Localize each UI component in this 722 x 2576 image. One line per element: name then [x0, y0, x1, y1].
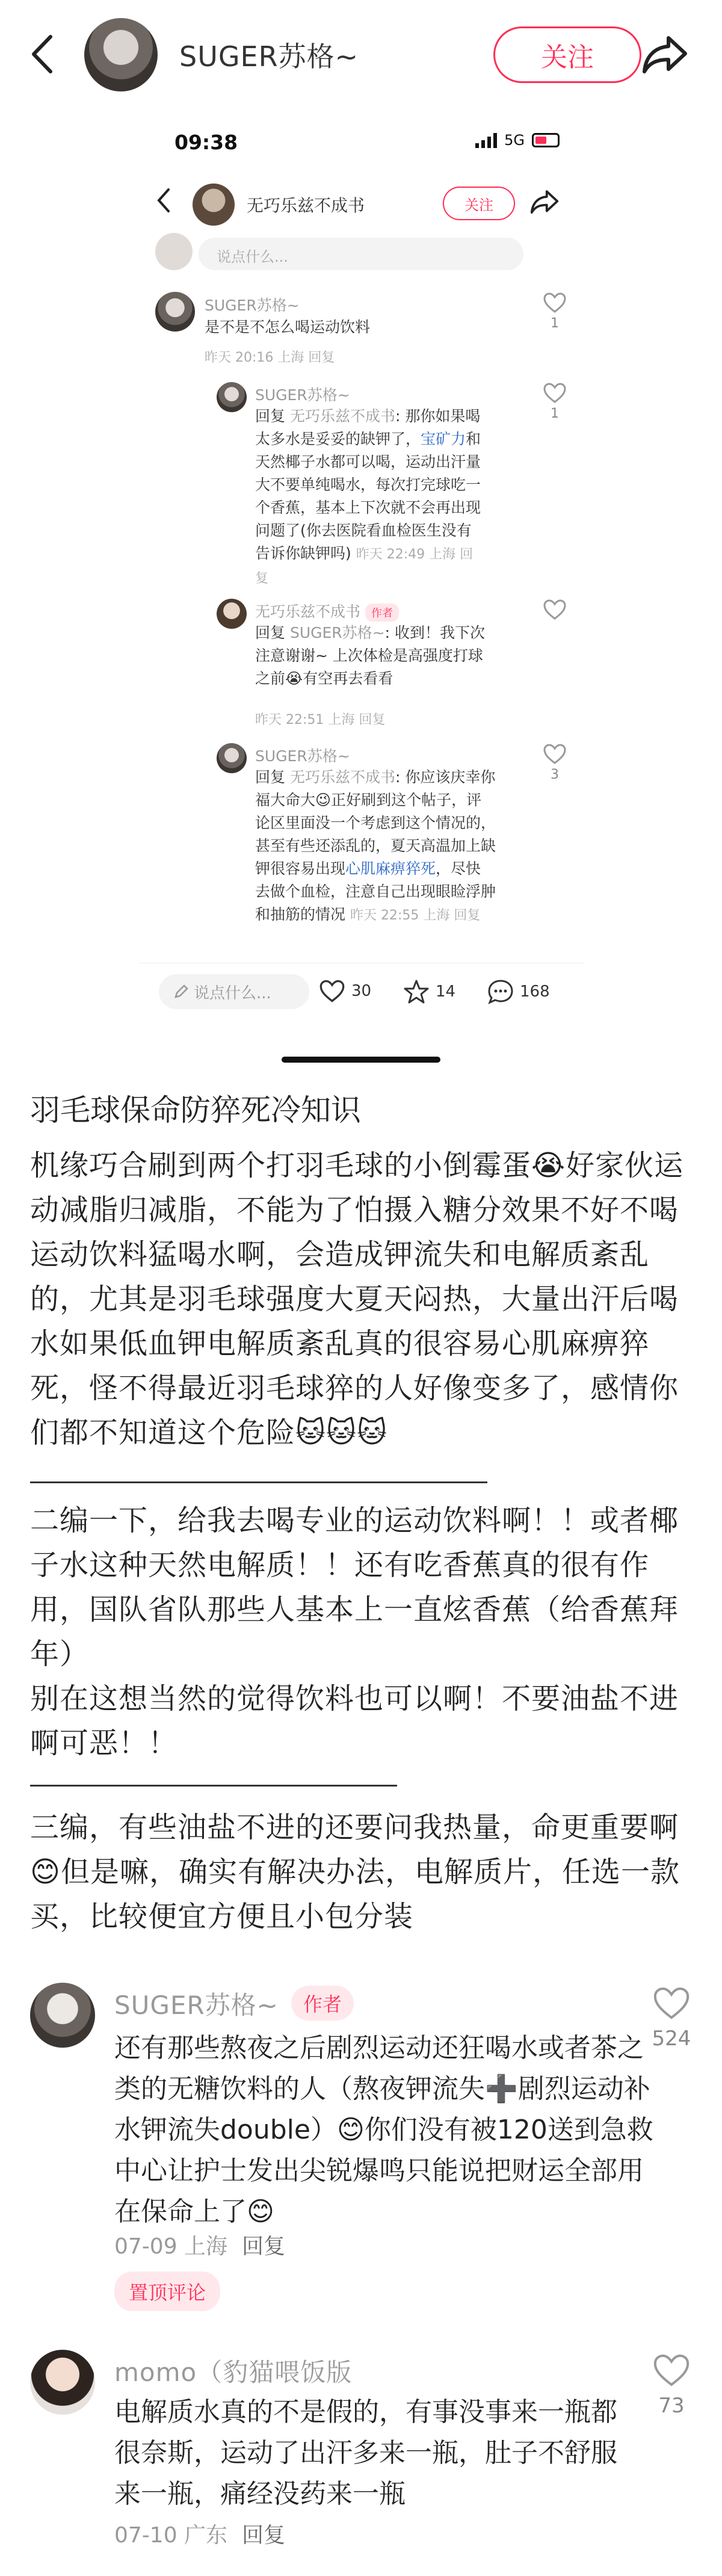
reply-prefix: 回复	[255, 407, 286, 425]
author-avatar[interactable]	[84, 18, 158, 91]
comment-text: 还有那些熬夜之后剧烈运动还狂喝水或者茶之类的无糖饮料的人（熬夜钾流失➕剧烈运动补水钾流失double）😊你们没有被120送到急救中心让护士发出尖锐爆鸣只能说把财运全部用在保命上了😊	[114, 2033, 653, 2227]
reply-text-2: ，尽快去做个血检，注意自己出现眼睑浮肿和抽筋的情况	[255, 860, 496, 923]
comment-meta: 昨天 22:55 上海 回复	[350, 908, 481, 923]
comment-bubble-icon	[487, 979, 514, 1004]
avatar	[217, 382, 247, 412]
star-icon	[403, 979, 430, 1004]
author-name[interactable]: SUGER苏格~	[179, 40, 359, 73]
pencil-icon	[173, 984, 189, 999]
comment-date: 07-09 上海	[114, 2234, 228, 2259]
share-icon	[529, 188, 560, 215]
divider	[30, 1785, 397, 1787]
signal-icon	[475, 132, 497, 148]
heart-icon	[319, 979, 345, 1003]
heart-icon	[543, 382, 567, 404]
status-icons	[475, 132, 560, 149]
comment-author-name: 无巧乐兹不成书	[255, 603, 361, 620]
like-count: 73	[658, 2394, 685, 2418]
like-count: 1	[551, 406, 559, 421]
top-bar	[0, 0, 722, 110]
post-paragraph-4: 三编，有些油盐不进的还要问我热量，命更重要啊😊但是嘛，确实有解决办法，电解质片，任选一款买，比较便宜方便且小包分装	[30, 1811, 680, 1933]
heart-icon	[543, 743, 567, 765]
heart-icon	[543, 599, 567, 620]
comment-author[interactable]: momo（豹猫喂饭版	[114, 2358, 353, 2387]
comment-text	[255, 622, 496, 690]
follow-button[interactable]: 关注	[493, 26, 641, 83]
like-count: 3	[551, 767, 559, 782]
post-title: 羽毛球保命防猝死冷知识	[30, 1093, 361, 1128]
inner-comment-input	[159, 974, 309, 1009]
author-badge: 作者	[291, 1986, 354, 2021]
reply-text-1: : 那你如果喝太多水是妥妥的缺钾了，	[255, 407, 481, 448]
comment-author: SUGER苏格~	[255, 747, 350, 765]
inner-comment-input: 说点什么...	[199, 238, 523, 270]
comment-meta: 昨天 22:51 上海 回复	[255, 712, 386, 727]
like-count: 524	[652, 2027, 691, 2051]
share-icon	[641, 33, 689, 75]
inner-comment-stat	[487, 979, 550, 1004]
comment-text	[255, 405, 484, 590]
share-button[interactable]	[638, 30, 692, 78]
inner-comment-placeholder: 说点什么...	[194, 984, 271, 1002]
reply-target: 无巧乐兹不成书	[289, 407, 395, 425]
post-paragraph-2: 二编一下，给我去喝专业的运动饮料啊！！或者椰子水这种天然电解质！！还有吃香蕉真的很有作用，国队省队那些人基本上一直炫香蕉（给香蕉拜年）	[30, 1504, 679, 1671]
chevron-left-icon	[30, 33, 54, 75]
avatar	[217, 599, 247, 629]
comment-author[interactable]: SUGER苏格~	[114, 1991, 279, 2020]
heart-icon	[543, 292, 567, 314]
pinned-comment-tag: 置顶评论	[114, 2272, 220, 2311]
avatar	[217, 743, 247, 773]
topic-link: 宝矿力	[421, 430, 466, 448]
comment-meta: 昨天 20:16 上海 回复	[205, 350, 335, 365]
comment-text: 电解质水真的不是假的，有事没事来一瓶都很奈斯，运动了出汗多来一瓶，肚子不舒服来一瓶，痛经没药来一瓶	[114, 2397, 617, 2509]
inner-star-stat	[403, 979, 455, 1004]
topic-link: 心肌麻痹猝死	[345, 860, 436, 877]
comment-like	[543, 292, 567, 331]
avatar[interactable]	[30, 2350, 95, 2415]
heart-icon	[652, 1986, 691, 2021]
inner-author-name: 无巧乐兹不成书	[247, 196, 365, 215]
comment-like	[543, 743, 567, 782]
comment-author: SUGER苏格~	[205, 297, 300, 314]
inner-bottom-bar	[138, 963, 584, 1017]
comment-like	[543, 382, 567, 421]
reply-text: : 收到！我下次注意谢谢~ 上次体检是高强度打球之前😭有空再去看看	[255, 624, 485, 687]
reply-text-1: : 你应该庆幸你福大命大😉正好刷到这个帖子，评论区里面没一个考虑到这个情况的，甚至有些还添乱的，夏天高温加上缺钾很容易出现	[255, 768, 496, 877]
inner-star-count: 14	[436, 983, 456, 1001]
comment-like-button[interactable]	[635, 2353, 708, 2418]
inner-header	[138, 171, 584, 232]
inner-author-avatar	[193, 184, 235, 226]
battery-icon	[532, 133, 560, 147]
reply-prefix: 回复	[255, 768, 286, 786]
author-badge: 作者	[365, 604, 399, 622]
back-button[interactable]	[24, 30, 60, 78]
comment-meta	[114, 2518, 285, 2549]
comment-text	[255, 766, 496, 927]
reply-text-2: 和天然椰子水都可以喝，运动出汗量大不要单纯喝水，每次打完球吃一个香蕉，基本上下次就不会再出现问题了(你去医院看血检医生没有告诉你缺钾吗)	[255, 430, 481, 562]
comment-like	[543, 599, 567, 623]
comment-date: 07-10 广东	[114, 2523, 228, 2548]
divider	[30, 1481, 487, 1483]
inner-follow-button: 关注	[443, 187, 515, 220]
comment-meta: 昨天 22:49 上海 回复	[255, 547, 474, 586]
comment-author	[255, 600, 399, 622]
inner-comment-count: 168	[520, 983, 550, 1001]
reply-prefix: 回复	[255, 624, 286, 641]
embedded-screenshot	[138, 117, 584, 1056]
chevron-left-icon	[156, 187, 171, 214]
avatar	[155, 292, 195, 332]
inner-like-count: 30	[351, 982, 372, 1000]
network-label: 5G	[504, 132, 525, 149]
comment-text: 是不是不怎么喝运动饮料	[205, 318, 371, 336]
avatar[interactable]	[30, 1983, 95, 2048]
reply-target: 无巧乐兹不成书	[289, 768, 395, 786]
home-indicator	[282, 1057, 440, 1063]
heart-icon	[652, 2353, 691, 2388]
comment-author: SUGER苏格~	[255, 386, 350, 404]
comment-meta	[114, 2229, 285, 2260]
reply-button[interactable]: 回复	[242, 2523, 286, 2548]
comment-like-button[interactable]	[635, 1986, 708, 2051]
status-time: 09:38	[174, 131, 238, 154]
avatar	[155, 233, 193, 270]
post-paragraph-3: 别在这想当然的觉得饮料也可以啊！不要油盐不进啊可恶！！	[30, 1682, 679, 1760]
reply-button[interactable]: 回复	[242, 2234, 286, 2259]
reply-target: SUGER苏格~	[289, 624, 385, 641]
inner-like-stat	[319, 979, 371, 1003]
post-paragraph-1: 机缘巧合刷到两个打羽毛球的小倒霉蛋😭好家伙运动减脂归减脂，不能为了怕摄入糖分效果不好不喝运动饮料猛喝水啊，会造成钾流失和电解质紊乱的，尤其是羽毛球强度大夏天闷热，大量出汗后喝水如果低血钾电解质紊乱真的很容易心肌麻痹猝死，怪不得最近羽毛球猝的人好像变多了，感情你们都不知道这个危险🐱🐱🐱	[30, 1149, 684, 1450]
like-count: 1	[551, 316, 559, 331]
